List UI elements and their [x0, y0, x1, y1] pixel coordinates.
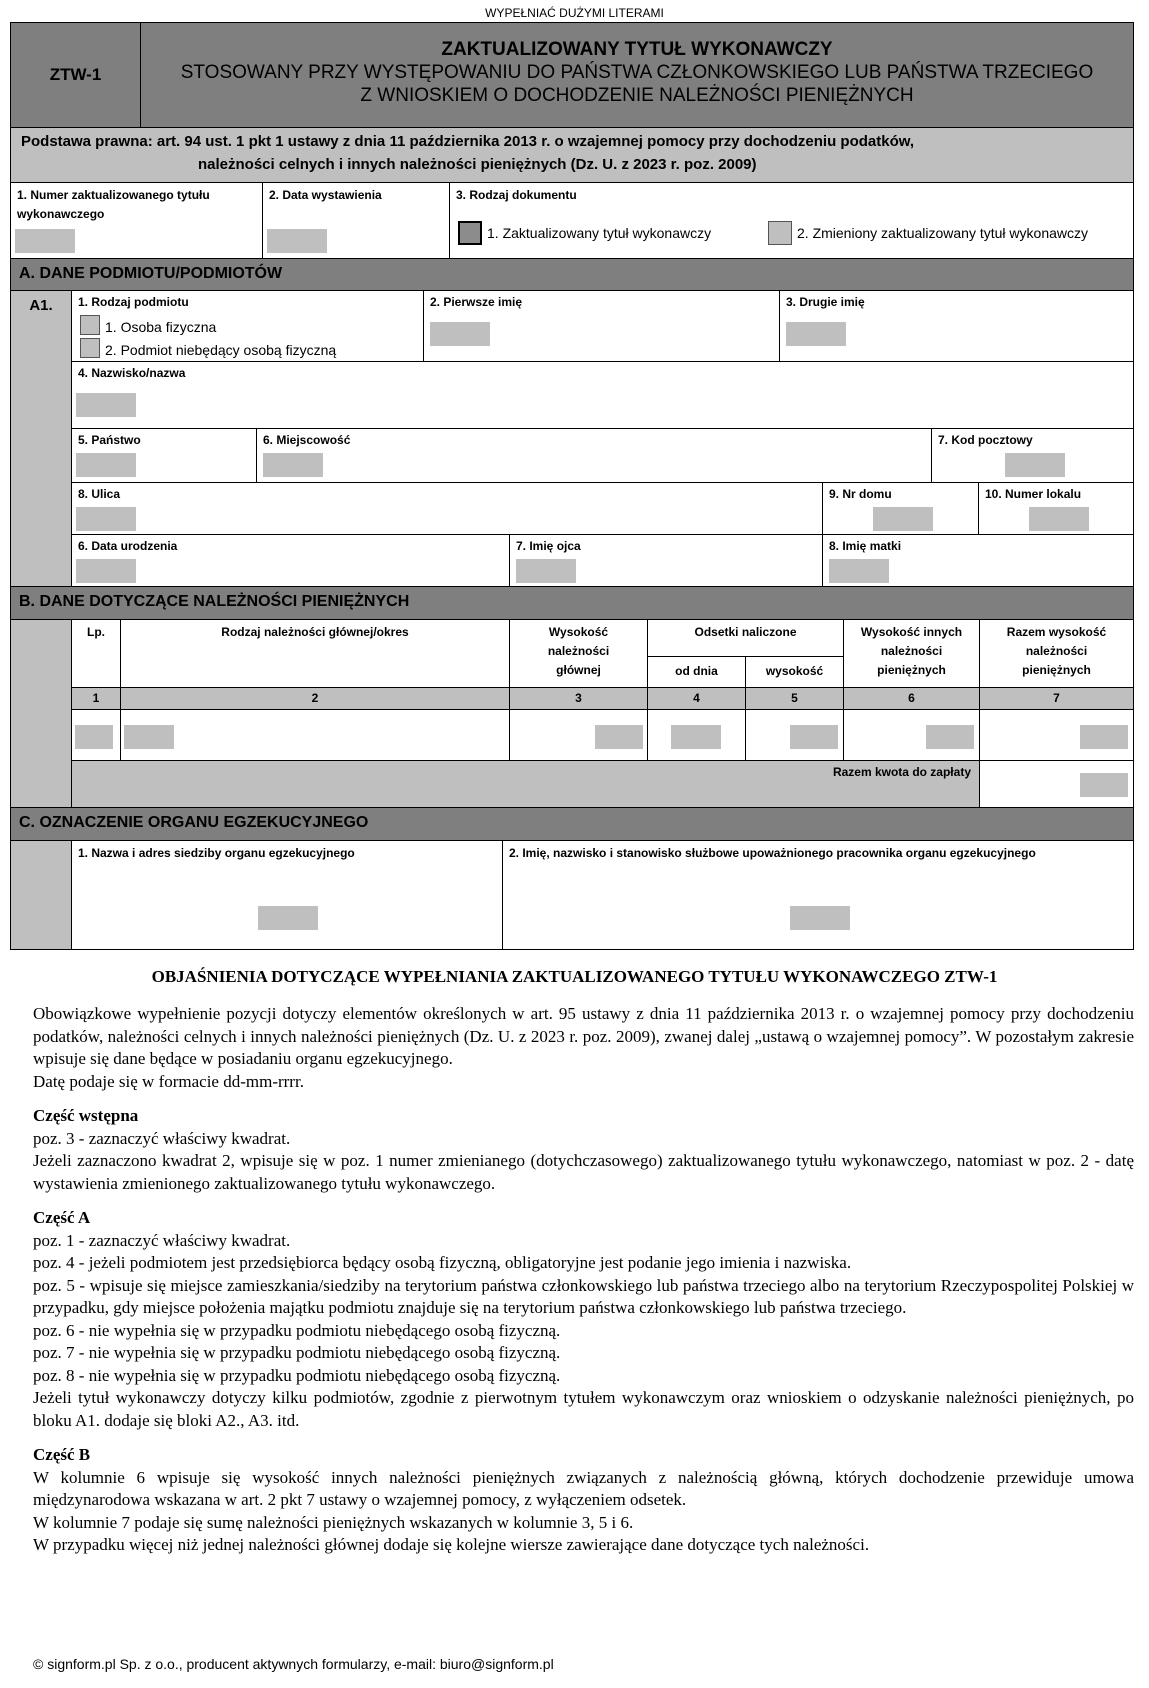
col-header-amount [509, 619, 648, 688]
input-amount[interactable] [595, 725, 643, 749]
block-c-side [10, 840, 72, 950]
field-city[interactable] [256, 428, 932, 483]
col-header-int-amount-text: wysokość [765, 664, 824, 678]
col-header-type [120, 619, 510, 688]
field-authority[interactable] [71, 840, 503, 950]
checkbox-legal-entity[interactable] [80, 338, 100, 358]
block-b-side [10, 619, 72, 808]
col-header-int-amount [745, 656, 844, 688]
expl-part-a-6: poz. 8 - nie wypełnia się w przypadku podmiotu niebędącego osobą fizyczną. [33, 1365, 561, 1385]
col-header-amount-l1: Wysokość [548, 625, 609, 639]
input-from[interactable] [671, 725, 721, 749]
input-grand-total[interactable] [1080, 773, 1128, 797]
input-father-name[interactable] [516, 559, 576, 583]
input-apartment[interactable] [1029, 507, 1089, 531]
field-birth-date[interactable] [71, 534, 510, 587]
col-number-1: 1 [71, 687, 121, 710]
col-header-amount-l3: głównej [556, 663, 601, 677]
input-total[interactable] [1080, 725, 1128, 749]
legal-basis-line2: należności celnych i innych należności pieniężnych (Dz. U. z 2023 r. poz. 2009) [198, 156, 757, 173]
col-header-interest-text: Odsetki naliczone [694, 625, 797, 639]
field-doc-type [449, 182, 1134, 259]
input-mother-name[interactable] [829, 559, 889, 583]
checkbox-updated-title[interactable] [458, 221, 482, 245]
explanations-heading: OBJAŚNIENIA DOTYCZĄCE WYPEŁNIANIA ZAKTUALIZOWANEGO TYTUŁU WYKONAWCZEGO ZTW-1 [151, 967, 998, 986]
cell-type[interactable] [120, 709, 510, 761]
legal-basis [10, 127, 1134, 183]
total-label: Razem kwota do zapłaty [832, 765, 971, 779]
label-house-number: 9. Nr domu [829, 487, 892, 501]
label-postal-code: 7. Kod pocztowy [938, 433, 1033, 447]
footer: © signform.pl Sp. z o.o., producent aktywnych formularzy, e-mail: biuro@signform.pl [33, 1656, 554, 1672]
label-doc-type: 3. Rodzaj dokumentu [456, 188, 577, 202]
label-officer: 2. Imię, nazwisko i stanowisko służbowe upoważnionego pracownika organu egzekucyjnego [509, 846, 1036, 860]
cell-other[interactable] [843, 709, 980, 761]
field-surname[interactable] [71, 361, 1134, 429]
label-legal-entity: 2. Podmiot niebędący osobą fizyczną [105, 342, 337, 358]
col-header-total-l3: pieniężnych [1022, 663, 1091, 677]
field-officer[interactable] [502, 840, 1134, 950]
col-header-interest [647, 619, 844, 657]
label-mother-name: 8. Imię matki [829, 539, 902, 553]
title-line2: STOSOWANY PRZY WYSTĘPOWANIU DO PAŃSTWA CZŁONKOWSKIEGO LUB PAŃSTWA TRZECIEGO [180, 62, 1094, 83]
col-header-total [979, 619, 1134, 688]
input-city[interactable] [263, 453, 323, 477]
col-number-2: 2 [120, 687, 510, 710]
section-c-title: C. OZNACZENIE ORGANU EGZEKUCYJNEGO [10, 807, 1134, 841]
cell-total[interactable] [979, 709, 1134, 761]
input-country[interactable] [76, 453, 136, 477]
field-issue-date[interactable] [262, 182, 450, 259]
col-number-6: 6 [843, 687, 980, 710]
col-header-other-l1: Wysokość innych [860, 625, 963, 639]
input-issue-date[interactable] [267, 229, 327, 253]
expl-part-a-5: poz. 7 - nie wypełnia się w przypadku podmiotu niebędącego osobą fizyczną. [33, 1343, 561, 1362]
field-house-number[interactable] [822, 482, 979, 535]
col-header-other [843, 619, 980, 688]
checkbox-changed-title[interactable] [768, 221, 792, 245]
expl-part-a-4: poz. 6 - nie wypełnia się w przypadku podmiotu niebędącego osobą fizyczną. [33, 1320, 561, 1340]
col-header-from-text: od dnia [675, 664, 718, 678]
expl-part-a-title: Część A [33, 1208, 91, 1227]
form-code-cell [10, 22, 141, 128]
form-code: ZTW-1 [49, 65, 102, 84]
label-country: 5. Państwo [78, 433, 141, 447]
input-officer[interactable] [790, 906, 850, 930]
block-a1-side [10, 290, 72, 587]
label-natural-person: 1. Osoba fizyczna [105, 319, 217, 335]
expl-part-b-3: W przypadku więcej niż jednej należności głównej dodaje się kolejne wiersze zawierające dane dotyczące tych należności. [33, 1535, 870, 1554]
expl-part-b-2: W kolumnie 7 podaje się sumę należności pieniężnych wskazanych w kolumnie 3, 5 i 6. [33, 1512, 634, 1532]
input-int-amount[interactable] [790, 725, 838, 749]
expl-intro-part-1: poz. 3 - zaznaczyć właściwy kwadrat. [33, 1128, 291, 1148]
field-entity-type [71, 290, 424, 362]
explanations [33, 1003, 1134, 1557]
expl-intro: Obowiązkowe wypełnienie pozycji dotyczy elementów określonych w art. 95 ustawy z dnia 11 października 2013 r. o wzajemnej pomocy przy dochodzeniu podatków, należności celnych i innych należności pieniężnych (Dz. U. z 2023 r. poz. 2009), zwanej dalej „ustawą o wzajemnej pomocy”. W pozostałym zakresie wpisuje się dane będące w posiadaniu organu egzekucyjnego. [33, 1004, 1134, 1068]
field-second-name[interactable] [779, 290, 1134, 362]
input-postal-code[interactable] [1005, 453, 1065, 477]
field-apartment[interactable] [978, 482, 1134, 535]
col-header-other-l3: pieniężnych [877, 663, 946, 677]
cell-from[interactable] [647, 709, 746, 761]
input-first-name[interactable] [430, 322, 490, 346]
label-second-name: 3. Drugie imię [786, 295, 865, 309]
col-number-3: 3 [509, 687, 648, 710]
field-mother-name[interactable] [822, 534, 1134, 587]
col-header-lp-text: Lp. [87, 625, 105, 639]
col-header-type-text: Rodzaj należności głównej/okres [221, 625, 409, 639]
col-number-4: 4 [647, 687, 746, 710]
label-doc-number: 1. Numer zaktualizowanego tytułu wykonawczego [17, 188, 210, 221]
col-number-5: 5 [745, 687, 844, 710]
block-a1-label: A1. [29, 297, 53, 314]
checkbox-natural-person[interactable] [80, 315, 100, 335]
label-birth-date: 6. Data urodzenia [78, 539, 178, 553]
section-b-title: B. DANE DOTYCZĄCE NALEŻNOŚCI PIENIĘŻNYCH [10, 586, 1134, 620]
label-authority: 1. Nazwa i adres siedziby organu egzekucyjnego [78, 846, 355, 860]
input-surname[interactable] [76, 393, 136, 417]
expl-part-b-title: Część B [33, 1445, 91, 1464]
expl-part-a-2: poz. 4 - jeżeli podmiotem jest przedsiębiorca będący osobą fizyczną, obligatoryjne jest podanie jego imienia i nazwiska. [33, 1253, 852, 1272]
label-street: 8. Ulica [78, 487, 121, 501]
input-other[interactable] [926, 725, 974, 749]
input-second-name[interactable] [786, 322, 846, 346]
legal-basis-line1: Podstawa prawna: art. 94 ust. 1 pkt 1 ustawy z dnia 11 października 2013 r. o wzajemnej pomocy przy dochodzeniu podatków, [21, 133, 915, 150]
label-surname: 4. Nazwisko/nazwa [78, 366, 186, 380]
input-house-number[interactable] [873, 507, 933, 531]
label-issue-date: 2. Data wystawienia [269, 188, 382, 202]
expl-date-format: Datę podaje się w formacie dd-mm-rrrr. [33, 1071, 304, 1091]
col-header-amount-l2: należności [547, 644, 610, 658]
field-father-name[interactable] [509, 534, 823, 587]
input-lp[interactable] [75, 725, 113, 749]
expl-part-a-1: poz. 1 - zaznaczyć właściwy kwadrat. [33, 1230, 291, 1250]
field-postal-code[interactable] [931, 428, 1134, 483]
input-doc-number[interactable] [15, 229, 75, 253]
expl-part-a-3: poz. 5 - wpisuje się miejsce zamieszkania/siedziby na terytorium państwa członkowskiego lub państwa trzeciego albo na terytorium Rzeczypospolitej Polskiej w przypadku, gdy miejsce położenia majątku podmiotu znajduje się na terytorium państwa członkowskiego lub państwa trzeciego. [33, 1275, 1134, 1317]
section-a-title: A. DANE PODMIOTU/PODMIOTÓW [10, 258, 1134, 291]
expl-part-b-1: W kolumnie 6 wpisuje się wysokość innych należności pieniężnych związanych z należnością główną, których dochodzenie przewiduje umowa międzynarodowa wskazana w art. 2 pkt 7 ustawy o wzajemnej pomocy, z wyłączeniem odsetek. [33, 1467, 1134, 1509]
col-header-total-l2: należności [1025, 644, 1088, 658]
top-note: WYPEŁNIAĆ DUŻYMI LITERAMI [485, 6, 664, 20]
title-line3: Z WNIOSKIEM O DOCHODZENIE NALEŻNOŚCI PIENIĘŻNYCH [360, 85, 914, 106]
field-first-name[interactable] [423, 290, 780, 362]
col-header-total-l1: Razem wysokość [1006, 625, 1107, 639]
cell-lp[interactable] [71, 709, 121, 761]
label-first-name: 2. Pierwsze imię [430, 295, 523, 309]
cell-amount[interactable] [509, 709, 648, 761]
label-changed-title: 2. Zmieniony zaktualizowany tytuł wykonawczy [797, 225, 1089, 241]
field-street[interactable] [71, 482, 823, 535]
input-type[interactable] [124, 725, 174, 749]
field-doc-number[interactable] [10, 182, 263, 259]
total-label-cell [71, 760, 980, 808]
col-number-7: 7 [979, 687, 1134, 710]
col-header-from [647, 656, 746, 688]
expl-part-a-7: Jeżeli tytuł wykonawczy dotyczy kilku podmiotów, zgodnie z pierwotnym tytułem wykonawczym oraz wnioskiem o odzyskanie należności pieniężnych, po bloku A1. dodaje się bloki A2., A3. itd. [33, 1388, 1134, 1430]
title-cell [140, 22, 1134, 128]
label-updated-title: 1. Zaktualizowany tytuł wykonawczy [487, 225, 712, 241]
input-authority[interactable] [258, 906, 318, 930]
col-header-other-l2: należności [880, 644, 943, 658]
expl-intro-part-2: Jeżeli zaznaczono kwadrat 2, wpisuje się w poz. 1 numer zmienianego (dotychczasowego) zaktualizowanego tytułu wykonawczego, natomiast w poz. 2 - datę wystawienia zmienionego zaktualizowanego tytułu wykonawczego. [33, 1151, 1134, 1193]
label-father-name: 7. Imię ojca [516, 539, 581, 553]
cell-int-amount[interactable] [745, 709, 844, 761]
label-city: 6. Miejscowość [263, 433, 351, 447]
field-country[interactable] [71, 428, 257, 483]
label-apartment: 10. Numer lokalu [985, 487, 1082, 501]
expl-intro-part-title: Część wstępna [33, 1106, 139, 1125]
title-line1: ZAKTUALIZOWANY TYTUŁ WYKONAWCZY [441, 39, 833, 60]
col-header-lp [71, 619, 121, 688]
input-birth-date[interactable] [76, 559, 136, 583]
label-entity-type: 1. Rodzaj podmiotu [78, 295, 189, 309]
input-street[interactable] [76, 507, 136, 531]
cell-grand-total[interactable] [979, 760, 1134, 808]
